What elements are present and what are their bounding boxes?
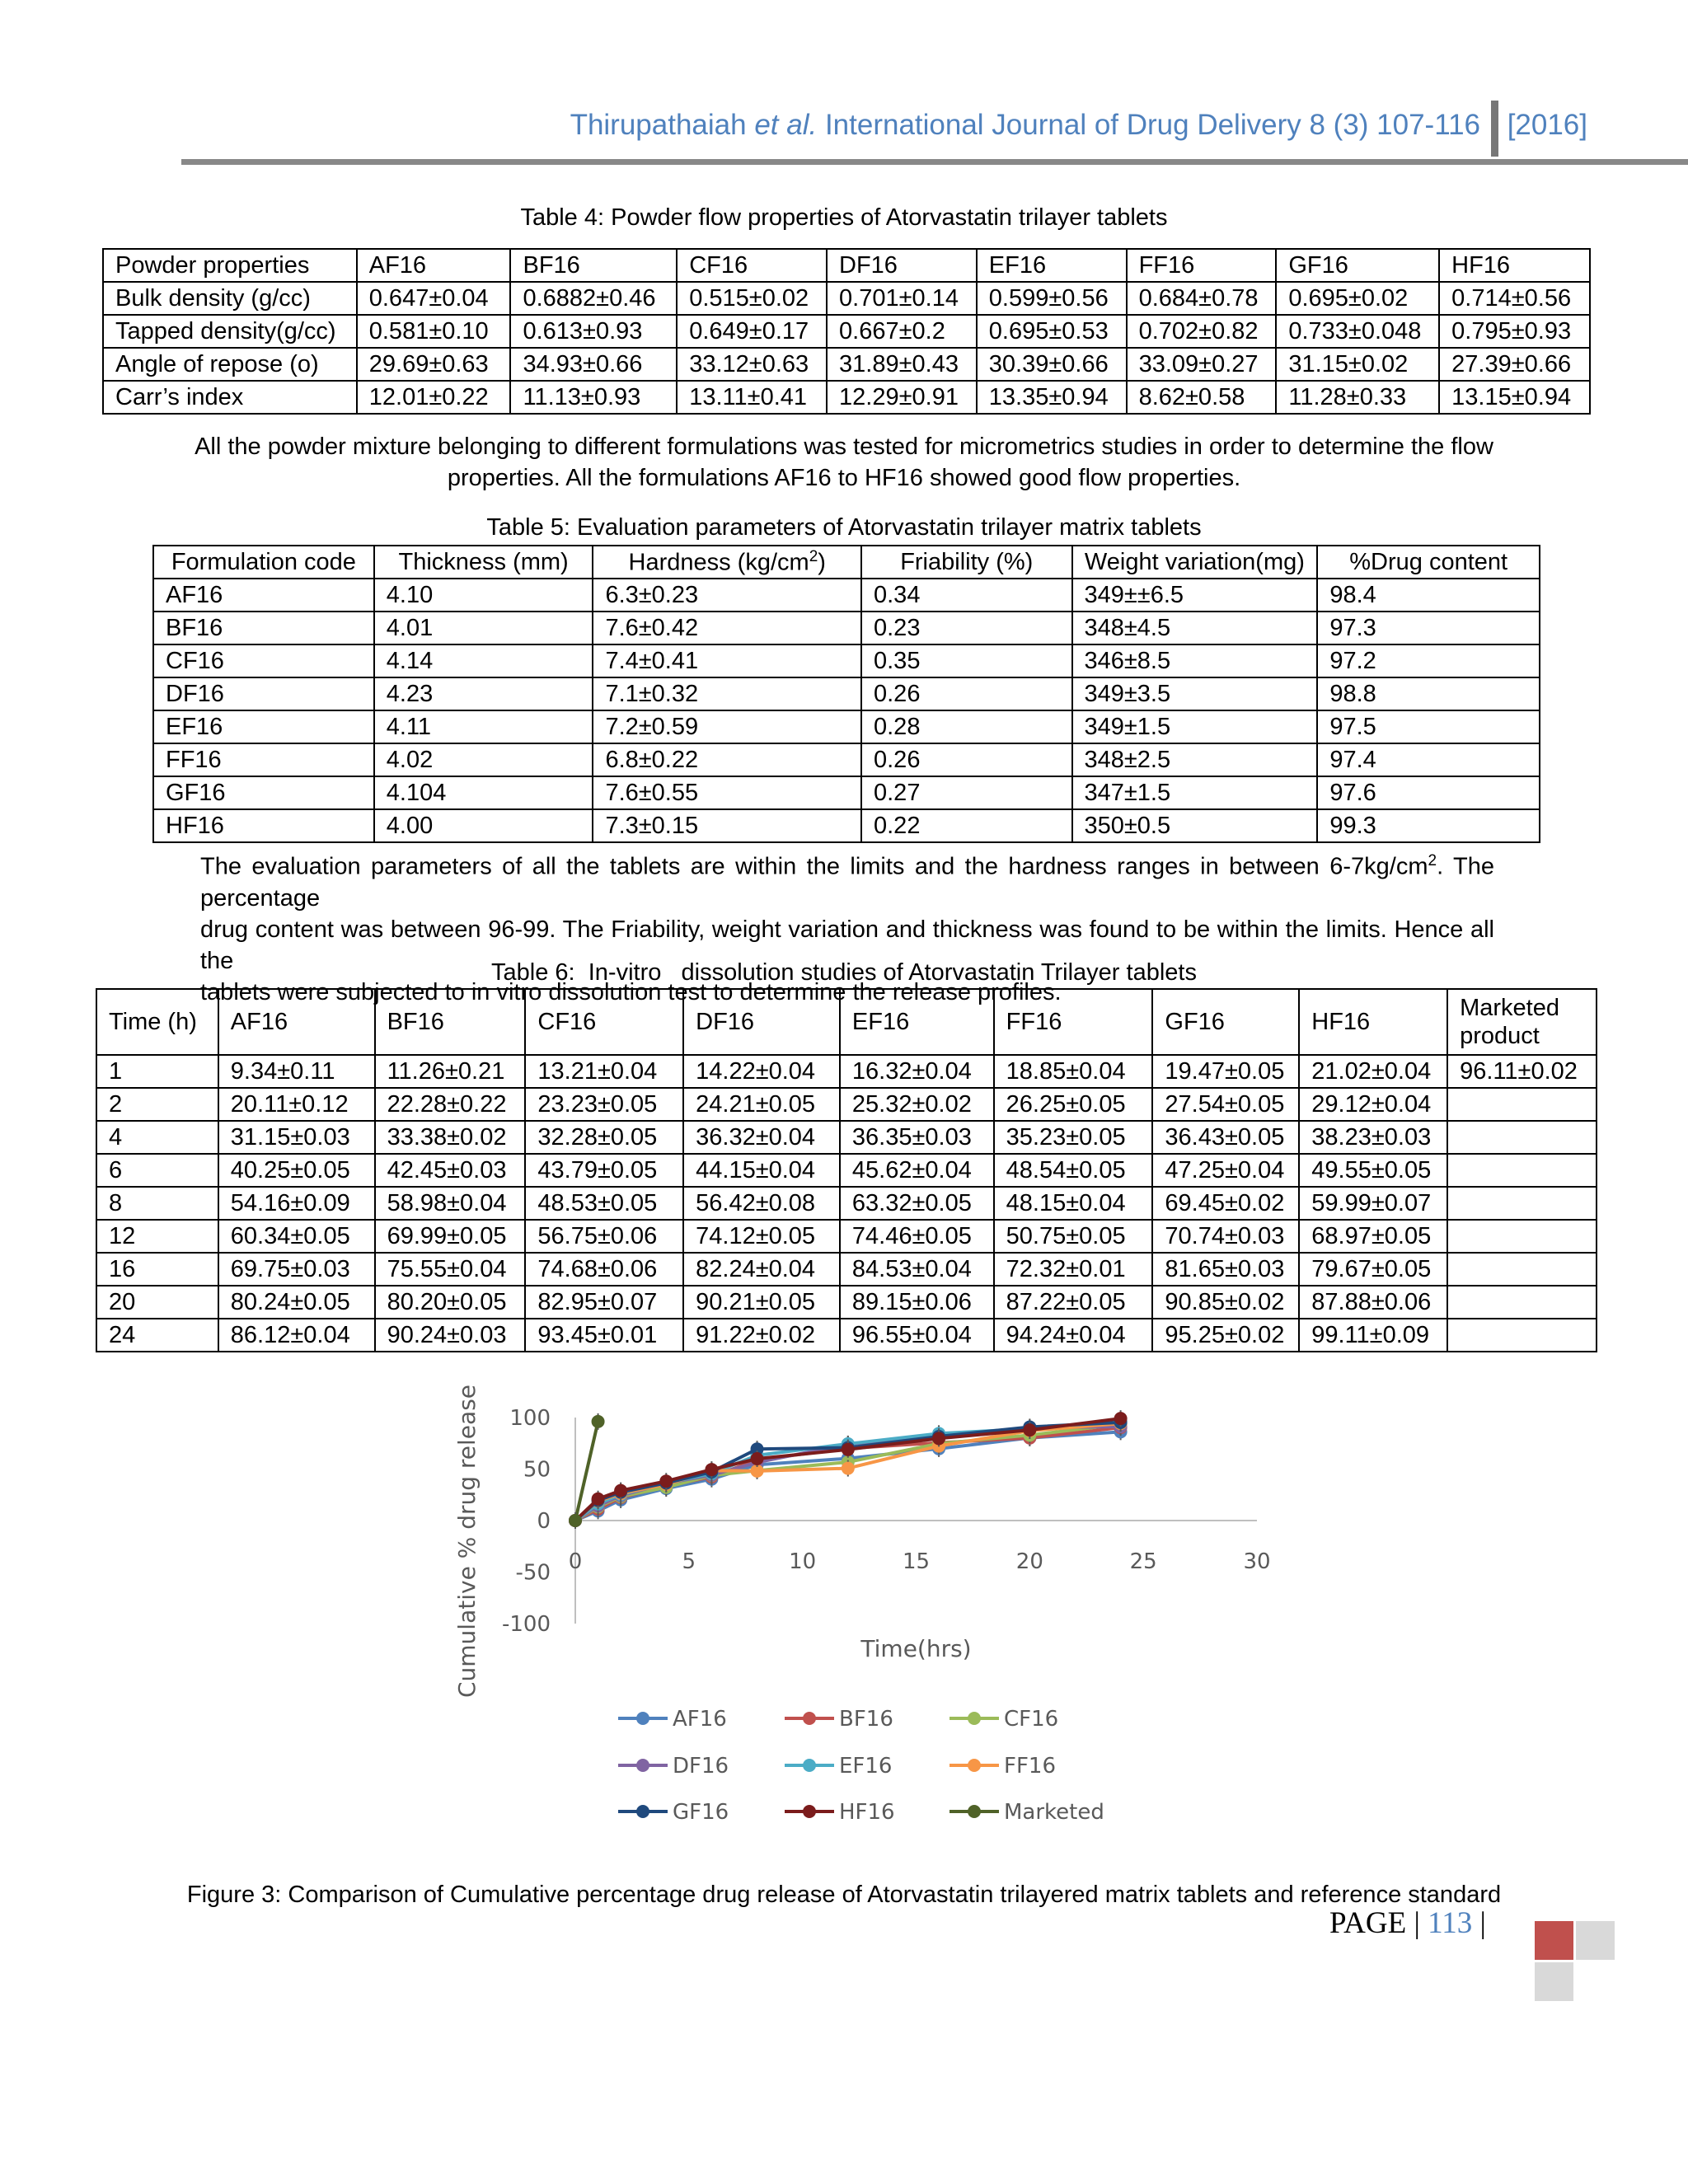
table-cell: 29.12±0.04 bbox=[1299, 1088, 1447, 1121]
table4-header-cell: GF16 bbox=[1276, 249, 1439, 282]
table-cell: 90.21±0.05 bbox=[683, 1286, 840, 1319]
legend-label: HF16 bbox=[839, 1800, 895, 1825]
table-cell: 4.02 bbox=[374, 743, 593, 776]
table-cell: 31.15±0.02 bbox=[1276, 348, 1439, 381]
table6-header-cell: BF16 bbox=[375, 989, 526, 1055]
y-tick-label: 100 bbox=[509, 1406, 551, 1431]
table-cell: 7.1±0.32 bbox=[593, 677, 861, 710]
table-row bbox=[153, 579, 1540, 612]
table5-header-cell: Hardness $(kg/cm^2)$ bbox=[593, 546, 861, 579]
table-cell: 31.89±0.43 bbox=[827, 348, 977, 381]
table-row bbox=[96, 1319, 1597, 1352]
table-cell: 4.10 bbox=[374, 579, 593, 612]
table-cell: 35.23±0.05 bbox=[994, 1121, 1153, 1154]
table-cell: 56.75±0.06 bbox=[525, 1220, 683, 1253]
legend-swatch-marker bbox=[803, 1805, 816, 1818]
table-cell: 26.25±0.05 bbox=[994, 1088, 1153, 1121]
table-cell: FF16 bbox=[153, 743, 374, 776]
table-cell: 59.99±0.07 bbox=[1299, 1187, 1447, 1220]
table-cell: 0.702±0.82 bbox=[1127, 315, 1277, 348]
x-tick-label: 15 bbox=[902, 1549, 931, 1574]
table-cell: Angle of repose (o) bbox=[103, 348, 357, 381]
table-cell: 97.5 bbox=[1317, 710, 1540, 743]
table-cell: 48.53±0.05 bbox=[525, 1187, 683, 1220]
legend-label: AF16 bbox=[673, 1707, 727, 1732]
table-cell: 74.68±0.06 bbox=[525, 1253, 683, 1286]
table-cell: 95.25±0.02 bbox=[1152, 1319, 1299, 1352]
table-cell: 24 bbox=[96, 1319, 218, 1352]
hardness-unit-close: ) bbox=[818, 549, 826, 576]
running-header bbox=[181, 105, 1587, 155]
table4-header-cell: HF16 bbox=[1439, 249, 1590, 282]
table-row bbox=[153, 809, 1540, 842]
x-tick-label: 30 bbox=[1243, 1549, 1271, 1574]
table-cell: Tapped density(g/cc) bbox=[103, 315, 357, 348]
table-cell: 4.23 bbox=[374, 677, 593, 710]
table-cell: 8 bbox=[96, 1187, 218, 1220]
table6-header-cell: FF16 bbox=[994, 989, 1153, 1055]
table-cell: 43.79±0.05 bbox=[525, 1154, 683, 1187]
table-cell: 47.25±0.04 bbox=[1152, 1154, 1299, 1187]
table6-header-cell: GF16 bbox=[1152, 989, 1299, 1055]
table-row bbox=[96, 1220, 1597, 1253]
data-point-hf16 bbox=[614, 1484, 627, 1497]
table-cell: 22.28±0.22 bbox=[375, 1088, 526, 1121]
y-tick-label: 50 bbox=[523, 1457, 551, 1483]
table-cell: 97.2 bbox=[1317, 644, 1540, 677]
table-cell: 0.34 bbox=[861, 579, 1072, 612]
table-cell: 68.97±0.05 bbox=[1299, 1220, 1447, 1253]
table-cell: 80.20±0.05 bbox=[375, 1286, 526, 1319]
table-cell: 89.15±0.06 bbox=[840, 1286, 994, 1319]
table-cell bbox=[1447, 1286, 1597, 1319]
table-cell: 63.32±0.05 bbox=[840, 1187, 994, 1220]
legend-swatch-marker bbox=[968, 1805, 981, 1818]
data-point-hf16 bbox=[705, 1463, 718, 1476]
table-row bbox=[103, 315, 1590, 348]
table-cell: 0.695±0.02 bbox=[1276, 282, 1439, 315]
table-cell: 98.8 bbox=[1317, 677, 1540, 710]
footer-square-red bbox=[1535, 1921, 1573, 1960]
table-cell: 99.11±0.09 bbox=[1299, 1319, 1447, 1352]
table-cell: 349±3.5 bbox=[1072, 677, 1318, 710]
table-cell: DF16 bbox=[153, 677, 374, 710]
table-cell: 23.23±0.05 bbox=[525, 1088, 683, 1121]
table-cell: 0.701±0.14 bbox=[827, 282, 977, 315]
table-cell: EF16 bbox=[153, 710, 374, 743]
table4-description: All the powder mixture belonging to different formulations was tested for micrometrics studies in order to determine the flow properties. All the formulations AF16 to HF16 showed good flow properties. bbox=[195, 434, 1493, 491]
table-row bbox=[96, 1055, 1597, 1088]
table-cell: 0.649±0.17 bbox=[677, 315, 827, 348]
table5-header-cell: Thickness (mm) bbox=[374, 546, 593, 579]
table-cell: 0.795±0.93 bbox=[1439, 315, 1590, 348]
table6-header-cell: AF16 bbox=[218, 989, 375, 1055]
table-cell: 74.46±0.05 bbox=[840, 1220, 994, 1253]
table-cell: 14.22±0.04 bbox=[683, 1055, 840, 1088]
table-cell: HF16 bbox=[153, 809, 374, 842]
data-point-hf16 bbox=[842, 1443, 855, 1456]
table-cell: 80.24±0.05 bbox=[218, 1286, 375, 1319]
table-cell: 36.35±0.03 bbox=[840, 1121, 994, 1154]
table-cell bbox=[1447, 1121, 1597, 1154]
table-cell: 19.47±0.05 bbox=[1152, 1055, 1299, 1088]
table-cell: 6 bbox=[96, 1154, 218, 1187]
table-cell: 96.55±0.04 bbox=[840, 1319, 994, 1352]
table-cell: 33.38±0.02 bbox=[375, 1121, 526, 1154]
table-row bbox=[96, 1286, 1597, 1319]
legend-label: GF16 bbox=[673, 1800, 729, 1825]
table-cell bbox=[1447, 1187, 1597, 1220]
table-cell: 0.26 bbox=[861, 677, 1072, 710]
table-cell: 1 bbox=[96, 1055, 218, 1088]
legend-label: FF16 bbox=[1004, 1754, 1056, 1779]
table-row bbox=[153, 743, 1540, 776]
table-cell: 4.00 bbox=[374, 809, 593, 842]
table-cell bbox=[1447, 1319, 1597, 1352]
footer-square-grey-2 bbox=[1535, 1962, 1573, 2001]
table5-header-cell: %Drug content bbox=[1317, 546, 1540, 579]
header-citation: Thirupathaiah et al. International Journal of Drug Delivery 8 (3) 107-116 bbox=[570, 109, 1480, 141]
table-cell: 45.62±0.04 bbox=[840, 1154, 994, 1187]
table-cell: 7.4±0.41 bbox=[593, 644, 861, 677]
table-cell: 72.32±0.01 bbox=[994, 1253, 1153, 1286]
table-cell: AF16 bbox=[153, 579, 374, 612]
table-cell: 79.67±0.05 bbox=[1299, 1253, 1447, 1286]
x-tick-label: 25 bbox=[1129, 1549, 1157, 1574]
table6-header-row bbox=[96, 989, 1597, 1055]
legend-swatch-marker bbox=[968, 1712, 981, 1725]
table-cell: 97.6 bbox=[1317, 776, 1540, 809]
table6-header-cell: HF16 bbox=[1299, 989, 1447, 1055]
table-cell: 44.15±0.04 bbox=[683, 1154, 840, 1187]
table4-header-cell: BF16 bbox=[510, 249, 677, 282]
legend-label: EF16 bbox=[839, 1754, 893, 1779]
table-cell: 74.12±0.05 bbox=[683, 1220, 840, 1253]
table-cell: 0.581±0.10 bbox=[357, 315, 511, 348]
table-cell: 12.01±0.22 bbox=[357, 381, 511, 414]
table-cell: 36.43±0.05 bbox=[1152, 1121, 1299, 1154]
table5-header-cell: Formulation code bbox=[153, 546, 374, 579]
y-tick-label: -100 bbox=[501, 1612, 551, 1637]
table-row bbox=[153, 710, 1540, 743]
table5-header-row bbox=[153, 546, 1540, 579]
table-cell: 0.695±0.53 bbox=[977, 315, 1127, 348]
figure3-caption: Figure 3: Comparison of Cumulative percentage drug release of Atorvastatin trilayered matrix tablets and reference standard bbox=[186, 1882, 1502, 1908]
table-cell: 0.26 bbox=[861, 743, 1072, 776]
table-cell bbox=[1447, 1088, 1597, 1121]
table-cell: Carr’s index bbox=[103, 381, 357, 414]
legend-label: BF16 bbox=[839, 1707, 893, 1732]
table-cell: 31.15±0.03 bbox=[218, 1121, 375, 1154]
table-cell: 42.45±0.03 bbox=[375, 1154, 526, 1187]
data-point-hf16 bbox=[592, 1493, 605, 1506]
table-cell: 0.23 bbox=[861, 612, 1072, 644]
table5-description: The evaluation parameters of all the tablets are within the limits and the hardness ranges in between $6-7kg/cm^2$. The percentage drug content was between 96-99. The Friability, weight variation and thickness was found to be within the limits. Hence all the tablets were subjected to in vitro dissolution test to determine the release profiles. bbox=[200, 852, 1495, 1005]
legend-swatch-marker bbox=[636, 1805, 649, 1818]
table-cell: 70.74±0.03 bbox=[1152, 1220, 1299, 1253]
table-cell: 12 bbox=[96, 1220, 218, 1253]
data-point-hf16 bbox=[1023, 1423, 1036, 1436]
table6 bbox=[96, 988, 1597, 1352]
table-cell: 24.21±0.05 bbox=[683, 1088, 840, 1121]
table6-header-cell: DF16 bbox=[683, 989, 840, 1055]
header-year: [2016] bbox=[1507, 109, 1587, 141]
table-cell: 48.54±0.05 bbox=[994, 1154, 1153, 1187]
table-cell: 0.714±0.56 bbox=[1439, 282, 1590, 315]
table-row bbox=[103, 381, 1590, 414]
legend-swatch-marker bbox=[636, 1712, 649, 1725]
table-cell: 90.85±0.02 bbox=[1152, 1286, 1299, 1319]
x-tick-label: 5 bbox=[682, 1549, 696, 1574]
table-cell: 69.99±0.05 bbox=[375, 1220, 526, 1253]
table-cell: 0.684±0.78 bbox=[1127, 282, 1277, 315]
table-cell: 11.26±0.21 bbox=[375, 1055, 526, 1088]
table-cell: 12.29±0.91 bbox=[827, 381, 977, 414]
table-cell: 0.27 bbox=[861, 776, 1072, 809]
table-cell: 58.98±0.04 bbox=[375, 1187, 526, 1220]
table4-header-cell: AF16 bbox=[357, 249, 511, 282]
x-axis-label: Time(hrs) bbox=[860, 1635, 972, 1662]
table-cell: 48.15±0.04 bbox=[994, 1187, 1153, 1220]
table-cell: 38.23±0.03 bbox=[1299, 1121, 1447, 1154]
table-cell: 40.25±0.05 bbox=[218, 1154, 375, 1187]
table-row bbox=[96, 1088, 1597, 1121]
table-row bbox=[96, 1253, 1597, 1286]
table-cell: 11.28±0.33 bbox=[1276, 381, 1439, 414]
table6-header-cell: Marketed product bbox=[1447, 989, 1597, 1055]
y-tick-label: 0 bbox=[537, 1509, 551, 1534]
page-number: PAGE | 113 | bbox=[1329, 1906, 1486, 1940]
table-cell: 20.11±0.12 bbox=[218, 1088, 375, 1121]
table-row bbox=[153, 612, 1540, 644]
legend-swatch-marker bbox=[803, 1759, 816, 1772]
footer-square-grey-1 bbox=[1576, 1921, 1615, 1960]
table-cell: 0.515±0.02 bbox=[677, 282, 827, 315]
data-point-marketed bbox=[592, 1415, 605, 1428]
legend-label: CF16 bbox=[1004, 1707, 1059, 1732]
table-cell: 0.28 bbox=[861, 710, 1072, 743]
table-cell: 49.55±0.05 bbox=[1299, 1154, 1447, 1187]
table-cell: 87.88±0.06 bbox=[1299, 1286, 1447, 1319]
table-cell: 347±1.5 bbox=[1072, 776, 1318, 809]
table-cell: 25.32±0.02 bbox=[840, 1088, 994, 1121]
table5 bbox=[152, 545, 1540, 843]
data-point-hf16 bbox=[751, 1452, 764, 1465]
table-row bbox=[96, 1154, 1597, 1187]
legend-label: Marketed bbox=[1004, 1800, 1104, 1825]
table5-header-cell: Weight variation(mg) bbox=[1072, 546, 1318, 579]
table-cell: 8.62±0.58 bbox=[1127, 381, 1277, 414]
data-point-ff16 bbox=[842, 1462, 855, 1475]
table-cell: 97.4 bbox=[1317, 743, 1540, 776]
table5-caption: Table 5: Evaluation parameters of Atorvastatin trilayer matrix tablets bbox=[486, 514, 1202, 541]
legend-swatch-marker bbox=[636, 1759, 649, 1772]
x-tick-label: 0 bbox=[568, 1549, 583, 1574]
table4-caption: Table 4: Powder flow properties of Atorvastatin trilayer tablets bbox=[520, 204, 1168, 231]
table-cell: 30.39±0.66 bbox=[977, 348, 1127, 381]
table-cell: 50.75±0.05 bbox=[994, 1220, 1153, 1253]
table-cell: 0.733±0.048 bbox=[1276, 315, 1439, 348]
table-cell: 90.24±0.03 bbox=[375, 1319, 526, 1352]
table-cell: 13.21±0.04 bbox=[525, 1055, 683, 1088]
table-cell bbox=[1447, 1220, 1597, 1253]
data-point-hf16 bbox=[932, 1432, 945, 1445]
table-cell: 93.45±0.01 bbox=[525, 1319, 683, 1352]
table-cell: 21.02±0.04 bbox=[1299, 1055, 1447, 1088]
table-cell: 69.45±0.02 bbox=[1152, 1187, 1299, 1220]
table-cell: 36.32±0.04 bbox=[683, 1121, 840, 1154]
table-cell: 56.42±0.08 bbox=[683, 1187, 840, 1220]
y-tick-label: -50 bbox=[515, 1560, 551, 1586]
drug-release-chart bbox=[445, 1385, 1352, 1846]
data-point-hf16 bbox=[1114, 1412, 1128, 1425]
table-cell: 87.22±0.05 bbox=[994, 1286, 1153, 1319]
table-cell bbox=[1447, 1253, 1597, 1286]
table4-header-cell: Powder properties bbox=[103, 249, 357, 282]
table-cell: 13.35±0.94 bbox=[977, 381, 1127, 414]
table-cell: 13.15±0.94 bbox=[1439, 381, 1590, 414]
table-cell bbox=[1447, 1154, 1597, 1187]
table-cell: Bulk density (g/cc) bbox=[103, 282, 357, 315]
table-cell: 4.104 bbox=[374, 776, 593, 809]
table4-header-cell: CF16 bbox=[677, 249, 827, 282]
table-cell: 82.24±0.04 bbox=[683, 1253, 840, 1286]
table-cell: 54.16±0.09 bbox=[218, 1187, 375, 1220]
table-cell: 348±4.5 bbox=[1072, 612, 1318, 644]
table-cell: 94.24±0.04 bbox=[994, 1319, 1153, 1352]
table-cell: 32.28±0.05 bbox=[525, 1121, 683, 1154]
table-cell: 96.11±0.02 bbox=[1447, 1055, 1597, 1088]
table-cell: 0.613±0.93 bbox=[510, 315, 677, 348]
legend-label: DF16 bbox=[673, 1754, 729, 1779]
table-cell: 0.599±0.56 bbox=[977, 282, 1127, 315]
table5-header-cell: Friability (%) bbox=[861, 546, 1072, 579]
table-cell: 4.01 bbox=[374, 612, 593, 644]
table-cell: 16 bbox=[96, 1253, 218, 1286]
table-cell: 81.65±0.03 bbox=[1152, 1253, 1299, 1286]
data-point-marketed bbox=[569, 1514, 582, 1527]
table-cell: 0.667±0.2 bbox=[827, 315, 977, 348]
table-cell: GF16 bbox=[153, 776, 374, 809]
table-cell: 13.11±0.41 bbox=[677, 381, 827, 414]
table-cell: 29.69±0.63 bbox=[357, 348, 511, 381]
header-rule bbox=[181, 159, 1688, 165]
table-cell: 27.54±0.05 bbox=[1152, 1088, 1299, 1121]
table-cell: 99.3 bbox=[1317, 809, 1540, 842]
table-row bbox=[103, 348, 1590, 381]
table-cell: 75.55±0.04 bbox=[375, 1253, 526, 1286]
x-tick-label: 20 bbox=[1015, 1549, 1043, 1574]
table-row bbox=[153, 644, 1540, 677]
table-cell: 348±2.5 bbox=[1072, 743, 1318, 776]
legend-swatch-marker bbox=[803, 1712, 816, 1725]
table-cell: 84.53±0.04 bbox=[840, 1253, 994, 1286]
table6-header-cell: EF16 bbox=[840, 989, 994, 1055]
table-cell: 0.35 bbox=[861, 644, 1072, 677]
y-axis-label: Cumulative % drug release bbox=[453, 1385, 481, 1699]
table4 bbox=[102, 248, 1591, 415]
table-cell: 6.3±0.23 bbox=[593, 579, 861, 612]
table-cell: 33.09±0.27 bbox=[1127, 348, 1277, 381]
x-tick-label: 10 bbox=[789, 1549, 817, 1574]
legend-swatch-marker bbox=[968, 1759, 981, 1772]
table-cell: 6.8±0.22 bbox=[593, 743, 861, 776]
table-cell: 349±±6.5 bbox=[1072, 579, 1318, 612]
table-cell: 91.22±0.02 bbox=[683, 1319, 840, 1352]
table6-header-cell: CF16 bbox=[525, 989, 683, 1055]
table4-header-cell: FF16 bbox=[1127, 249, 1277, 282]
table-cell: 0.22 bbox=[861, 809, 1072, 842]
table-cell: 82.95±0.07 bbox=[525, 1286, 683, 1319]
table-cell: CF16 bbox=[153, 644, 374, 677]
table6-header-cell: Time (h) bbox=[96, 989, 218, 1055]
table-cell: 97.3 bbox=[1317, 612, 1540, 644]
table-cell: 27.39±0.66 bbox=[1439, 348, 1590, 381]
table-cell: 7.3±0.15 bbox=[593, 809, 861, 842]
table-row bbox=[153, 677, 1540, 710]
table4-header-cell: EF16 bbox=[977, 249, 1127, 282]
table-cell: 4.11 bbox=[374, 710, 593, 743]
table-cell: BF16 bbox=[153, 612, 374, 644]
table-cell: 0.647±0.04 bbox=[357, 282, 511, 315]
table-cell: 7.6±0.55 bbox=[593, 776, 861, 809]
table-cell: 9.34±0.11 bbox=[218, 1055, 375, 1088]
table-cell: 346±8.5 bbox=[1072, 644, 1318, 677]
table-cell: 4 bbox=[96, 1121, 218, 1154]
table-cell: 98.4 bbox=[1317, 579, 1540, 612]
table-cell: 7.6±0.42 bbox=[593, 612, 861, 644]
header-divider bbox=[1491, 101, 1498, 157]
table-cell: 16.32±0.04 bbox=[840, 1055, 994, 1088]
table-cell: 11.13±0.93 bbox=[510, 381, 677, 414]
table-cell: 86.12±0.04 bbox=[218, 1319, 375, 1352]
table-cell: 69.75±0.03 bbox=[218, 1253, 375, 1286]
table-cell: 349±1.5 bbox=[1072, 710, 1318, 743]
table-row bbox=[153, 776, 1540, 809]
table-row bbox=[96, 1121, 1597, 1154]
data-point-hf16 bbox=[659, 1474, 673, 1488]
table-cell: 2 bbox=[96, 1088, 218, 1121]
table-row bbox=[96, 1187, 1597, 1220]
table4-header-cell: DF16 bbox=[827, 249, 977, 282]
table-cell: 18.85±0.04 bbox=[994, 1055, 1153, 1088]
table-cell: 34.93±0.66 bbox=[510, 348, 677, 381]
table-cell: 60.34±0.05 bbox=[218, 1220, 375, 1253]
table-cell: 33.12±0.63 bbox=[677, 348, 827, 381]
hardness-unit-superscript: 2 bbox=[809, 547, 818, 565]
table4-header-row bbox=[103, 249, 1590, 282]
table-cell: 4.14 bbox=[374, 644, 593, 677]
table-cell: 7.2±0.59 bbox=[593, 710, 861, 743]
table-row bbox=[103, 282, 1590, 315]
table-cell: 20 bbox=[96, 1286, 218, 1319]
table6-caption: Table 6: In-vitro dissolution studies of Atorvastatin Trilayer tablets bbox=[491, 959, 1197, 986]
table-cell: 0.6882±0.46 bbox=[510, 282, 677, 315]
table-cell: 350±0.5 bbox=[1072, 809, 1318, 842]
